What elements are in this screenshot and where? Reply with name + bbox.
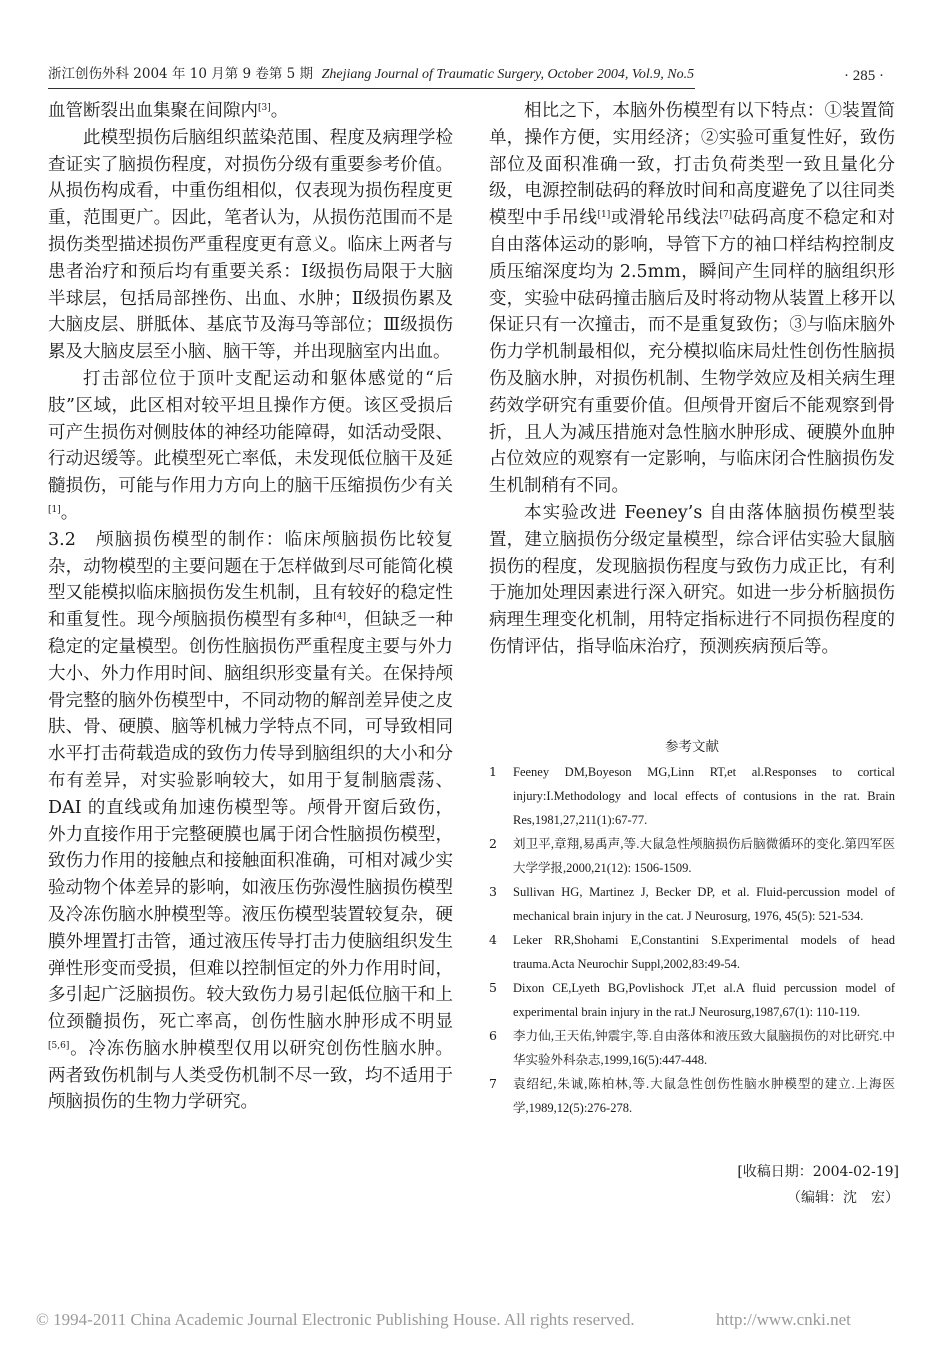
reference-item <box>489 760 895 832</box>
citation-ref: [4] <box>333 612 347 623</box>
journal-name-cn: 浙江创伤外科 2004 年 10 月第 9 卷第 5 期 <box>48 66 314 82</box>
paragraph-conclusion: 本实验改进 Feeney’s 自由落体脑损伤模型装置，建立脑损伤分级定量模型，综合评估实验大鼠脑损伤的程度，发现脑损伤程度与致伤力成正比，有利于施加处理因素进行深入研究。如进一步分析脑损伤病理生理变化机制，用特定指标进行不同损伤程度的伤情评估，指导临床治疗，预测疾病预后等。 <box>489 502 895 657</box>
left-column <box>48 98 453 1116</box>
section-3-2: 3.2 颅脑损伤模型的制作：临床颅脑损伤比较复杂，动物模型的主要问题在于怎样做到尽可能简化模型又能模拟临床脑损伤发生机制，且有较好的稳定性和重复性。现今颅脑损伤模型有多种[4]，但缺乏一种稳定的定量模型。创伤性脑损伤严重程度主要与外力大小、外力作用时间、脑组织形变量有关。在保持颅骨完整的脑外伤模型中，不同动物的解剖差异使之皮肤、骨、硬膜、脑等机械力学特点不同，可导致相同水平打击荷载造成的致伤力传导到脑组织的大小和分布有差异，对实验影响较大，如用于复制脑震荡、DAI 的直线或角加速伤模型等。颅骨开窗后致伤，外力直接作用于完整硬膜也属于闭合性脑损伤模型，致伤力作用的接触点和接触面积准确，可相对减少实验动物个体差异的影响，如液压伤弥漫性脑损伤模型及冷冻伤脑水肿模型等。液压伤模型装置较复杂，硬膜外埋置打击管，通过液压传导打击力使脑组织发生弹性形变而受损，但难以控制恒定的外力作用时间，多引起广泛脑损伤。较大致伤力易引起低位脑干和上位颈髓损伤，死亡率高，创伤性脑水肿形成不明显[5,6]。冷冻伤脑水肿模型仅用以研究创伤性脑水肿。两者致伤机制与人类受伤机制不尽一致，均不适用于颅脑损伤的生物力学研究。 <box>48 529 454 1113</box>
reference-number: 2 <box>489 836 497 851</box>
reference-text: Sullivan HG, Martinez J, Becker DP, et al. Fluid-percussion model of mechanical brain injury in the cat. J Neurosurg, 1976, 45(5): 521-534. <box>513 885 895 923</box>
footer-url[interactable]: http://www.cnki.net <box>716 1310 851 1329</box>
reference-text: Dixon CE,Lyeth BG,Povlishock JT,et al.A fluid percussion model of experimental brain injury in the rat.J Neurosurg,1987,67(1): 110-119. <box>513 981 895 1019</box>
received-info <box>489 1159 899 1211</box>
reference-number: 3 <box>489 884 497 899</box>
journal-citation <box>48 62 694 83</box>
received-date: [收稿日期：2004-02-19] <box>737 1164 899 1180</box>
reference-text: 袁绍纪,朱诚,陈柏林,等.大鼠急性创伤性脑水肿模型的建立.上海医学,1989,12(5):276-278. <box>513 1077 895 1115</box>
paragraph-model-features: 相比之下，本脑外伤模型有以下特点：①装置简单，操作方便，实用经济；②实验可重复性好，致伤部位及面积准确一致，打击负荷类型一致且量化分级，电源控制砝码的释放时间和高度避免了以往同类模型中手吊线[1]或滑轮吊线法[7]砝码高度不稳定和对自由落体运动的影响，导管下方的袖口样结构控制皮质压缩深度均为 2.5mm，瞬间产生同样的脑组织形变，实验中砝码撞击脑后及时将动物从装置上移开以保证只有一次撞击，而不是重复致伤；③与临床脑外伤力学机制最相似，充分模拟临床局灶性创伤性脑损伤及脑水肿，对损伤机制、生物学效应及相关病生理药效学研究有重要价值。但颅骨开窗后不能观察到骨折，且人为减压措施对急性脑水肿形成、硬膜外血肿占位效应的观察有一定影响，与临床闭合性脑损伤发生机制稍有不同。 <box>489 101 896 497</box>
reference-text: 李力仙,王天佑,钟震宇,等.自由落体和液压致大鼠脑损伤的对比研究.中华实验外科杂志,1999,16(5):447-448. <box>513 1029 895 1067</box>
paragraph-impact-site: 打击部位位于顶叶支配运动和躯体感觉的“后肢”区域，此区相对较平坦且操作方便。该区受损后可产生损伤对侧肢体的神经功能障碍，如活动受限、行动迟缓等。此模型死亡率低，未发现低位脑干及延髓损伤，可能与作用力方向上的脑干压缩损伤少有关[1]。 <box>48 368 453 523</box>
paragraph-continuation: 血管断裂出血集聚在间隙内[3]。 <box>48 101 289 121</box>
paragraph-injury-grading: 此模型损伤后脑组织蓝染范围、程度及病理学检查证实了脑损伤程度，对损伤分级有重要参考价值。从损伤构成看，中重伤组相似，仅表现为损伤程度更重，范围更广。因此，笔者认为，从损伤范围而不是损伤类型描述损伤严重程度更有意义。临床上两者与患者治疗和预后均有重要关系：Ⅰ级损伤局限于大脑半球层，包括局部挫伤、出血、水肿；Ⅱ级损伤累及大脑皮层、胼胝体、基底节及海马等部位；Ⅲ级损伤累及大脑皮层至小脑、脑干等，并出现脑室内出血。 <box>48 127 453 363</box>
citation-ref: [1] <box>48 504 61 515</box>
citation-ref: [3] <box>258 103 271 113</box>
references-title: 参考文献 <box>665 739 719 755</box>
header-rule <box>48 88 695 89</box>
reference-text: Leker RR,Shohami E,Constantini S.Experimental models of head trauma.Acta Neurochir Suppl,2002,83:49-54. <box>513 933 895 971</box>
reference-item <box>489 928 895 976</box>
citation-ref: [1] <box>597 210 611 221</box>
reference-number: 7 <box>489 1076 497 1091</box>
reference-item <box>489 976 895 1024</box>
page-number: · 285 · <box>844 68 884 84</box>
reference-item <box>489 1024 895 1072</box>
reference-number: 6 <box>489 1028 497 1043</box>
references-list <box>489 760 895 1120</box>
citation-ref: [7] <box>719 210 733 221</box>
reference-number: 4 <box>489 932 497 947</box>
copyright-footer <box>36 1310 916 1330</box>
journal-name-en: Zhejiang Journal of Traumatic Surgery, October 2004, Vol.9, No.5 <box>321 67 695 82</box>
editor-credit: （编辑：沈 宏） <box>787 1190 899 1206</box>
copyright-notice: © 1994-2011 China Academic Journal Electronic Publishing House. All rights reserved. <box>36 1310 635 1329</box>
reference-text: Feeney DM,Boyeson MG,Linn RT,et al.Responses to cortical injury:I.Methodology and local effects of contusions in the rat. Brain Res,1981,27,211(1):67-77. <box>513 765 895 827</box>
citation-ref: [5,6] <box>48 1040 70 1051</box>
reference-number: 1 <box>489 764 497 779</box>
reference-item <box>489 880 895 928</box>
reference-text: 刘卫平,章翔,易禹声,等.大鼠急性颅脑损伤后脑微循环的变化.第四军医大学学报,2000,21(12): 1506-1509. <box>513 837 895 875</box>
right-column <box>489 98 895 661</box>
reference-item <box>489 832 895 880</box>
reference-number: 5 <box>489 980 497 995</box>
reference-item <box>489 1072 895 1120</box>
